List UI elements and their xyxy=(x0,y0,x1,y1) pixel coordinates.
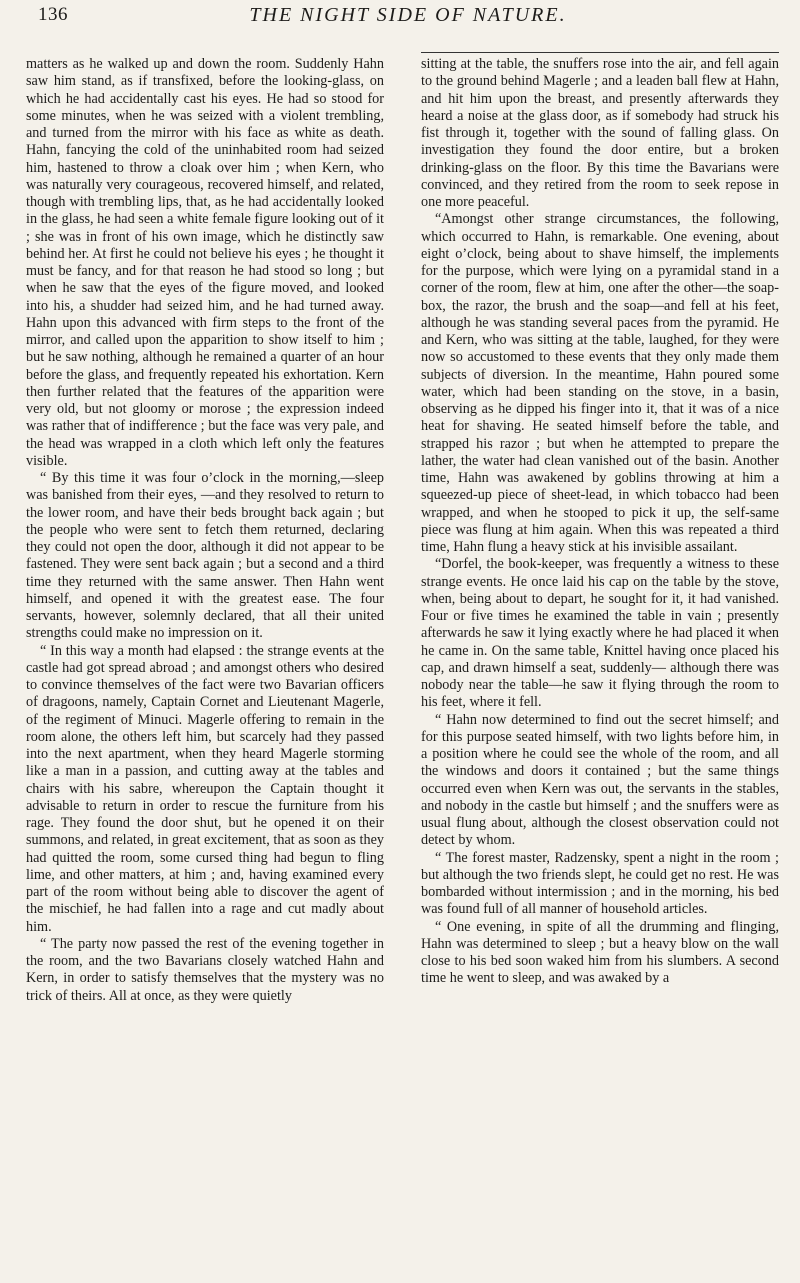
paragraph: “ The party now passed the rest of the evening together in the room, and the two Bavarians closely watched Hahn and Kern, in order to satisfy themselves that the mystery was no trick of theirs. All at once, as they were quietly xyxy=(26,935,384,1004)
right-column xyxy=(421,52,779,988)
paragraph: “Dorfel, the book-keeper, was frequently a witness to these strange events. He once laid his cap on the table by the stove, when, being about to depart, he sought for it, it had vanished. Four or five times he examined the table in vain ; presently afterwards he saw it lying exactly where he had placed it when he came in. On the same table, Knittel having once placed his cap, and drawn himself a seat, suddenly— although there was nobody near the table—he saw it flying through the room to his feet, where it fell. xyxy=(421,556,779,711)
paragraph: “ One evening, in spite of all the drumming and flinging, Hahn was determined to sleep ; but a heavy blow on the wall close to his bed soon waked him from his slumbers. A second time he went to sleep, and was awaked by a xyxy=(421,918,779,987)
page-number: 136 xyxy=(38,4,68,25)
paragraph: “ In this way a month had elapsed : the strange events at the castle had got spread abroad ; and amongst others who desired to convince themselves of the fact were two Bavarian officers of dragoons, namely, Captain Cornet and Lieutenant Magerle, of the regiment of Minuci. Magerle offering to remain in the room alone, the others left him, but scarcely had they passed into the next apartment, when they heard Magerle storming like a man in a passion, and cutting away at the tables and chairs with his sabre, whereupon the Captain thought it advisable to return in order to rescue the furniture from his rage. They found the door shut, but he opened it on their summons, and related, in great excitement, that as soon as they had quitted the room, some cursed thing had begun to fling lime, and other matters, at him ; and, having examined every part of the room without being able to discover the agent of the mischief, he had fallen into a rage and cut madly about him. xyxy=(26,642,384,935)
left-column xyxy=(26,56,384,1005)
paragraph: “ By this time it was four o’clock in the morning,—sleep was banished from their eyes, —and they resolved to return to the lower room, and have their beds brought back again ; but the people who were sent to fetch them returned, declaring they could not open the door, although it did not appear to be fastened. They were sent back again ; but a second and a third time they returned with the same answer. Then Hahn went himself, and opened it with the greatest ease. The four servants, however, solemnly declared, that all their united strengths could make no impression on it. xyxy=(26,470,384,642)
paragraph: “ Hahn now determined to find out the secret himself; and for this purpose seated himself, with two lights before him, in a position where he could see the whole of the room, and all the windows and doors it contained ; but the same things occurred even when Kern was out, the servants in the stables, and nobody in the castle but himself ; and the snuffers were as usual flung about, although the closest observation could not detect by whom. xyxy=(421,711,779,849)
paragraph: matters as he walked up and down the room. Suddenly Hahn saw him stand, as if transfixed, before the looking-glass, on which he had accidentally cast his eyes. He had so stood for some minutes, when he was seized with a violent trembling, and turned from the mirror with his face as white as death. Hahn, fancying the cold of the uninhabited room had seized him, hastened to throw a cloak over him ; when Kern, who was naturally very courageous, recovered himself, and related, though with trembling lips, that, as he had accidentally looked in the glass, he had seen a white female figure looking out of it ; she was in front of his own image, which he distinctly saw behind her. At first he could not believe his eyes ; he thought it must be fancy, and for that reason he had stood so long ; but when he saw that the eyes of the figure moved, and looked into his, a shudder had seized him, and he had turned away. Hahn upon this advanced with firm steps to the front of the mirror, and called upon the apparition to show itself to him ; but he saw nothing, although he remained a quarter of an hour before the glass, and frequently repeated his exhortation. Kern then further related that the features of the apparition were very old, but not gloomy or morose ; the expression indeed was rather that of indifference ; but the face was very pale, and the head was wrapped in a cloth which left only the features visible. xyxy=(26,56,384,469)
paragraph: “Amongst other strange circumstances, the following, which occurred to Hahn, is remarkable. One evening, about eight o’clock, being about to shave himself, the implements for the purpose, which were lying on a pyramidal stand in a corner of the room, flew at him, one after the other—the soap-box, the razor, the brush and the soap—and fell at his feet, although he was standing several paces from the pyramid. He and Kern, who was sitting at the table, laughed, for they were now so accustomed to these events that they only made them subjects of diversion. In the meantime, Hahn poured some water, which had been standing on the stove, in a basin, observing as he dipped his finger into it, that it was of a nice heat for shaving. He seated himself before the table, and strapped his razor ; but when he attempted to prepare the lather, the water had clean vanished out of the basin. Another time, Hahn was awakened by goblins throwing at him a squeezed-up piece of sheet-lead, in which tobacco had been wrapped, and when he stooped to pick it up, the self-same piece was flung at him again. When this was repeated a third time, Hahn flung a heavy stick at his invisible assailant. xyxy=(421,211,779,555)
running-title: THE NIGHT SIDE OF NATURE. xyxy=(249,4,567,26)
paragraph: “ The forest master, Radzensky, spent a night in the room ; but although the two friends slept, he could get no rest. He was bombarded without intermission ; and in the morning, his bed was found full of all manner of household articles. xyxy=(421,849,779,918)
paragraph: sitting at the table, the snuffers rose into the air, and fell again to the ground behind Magerle ; and a leaden ball flew at Hahn, and hit him upon the breast, and presently afterwards they heard a noise at the glass door, as if somebody had struck his fist through it, together with the sound of falling glass. On investigation they found the door entire, but a broken drinking-glass on the floor. By this time the Bavarians were convinced, and they retired from the room to seek repose in one more peaceful. xyxy=(421,56,779,210)
page-header xyxy=(38,0,778,40)
